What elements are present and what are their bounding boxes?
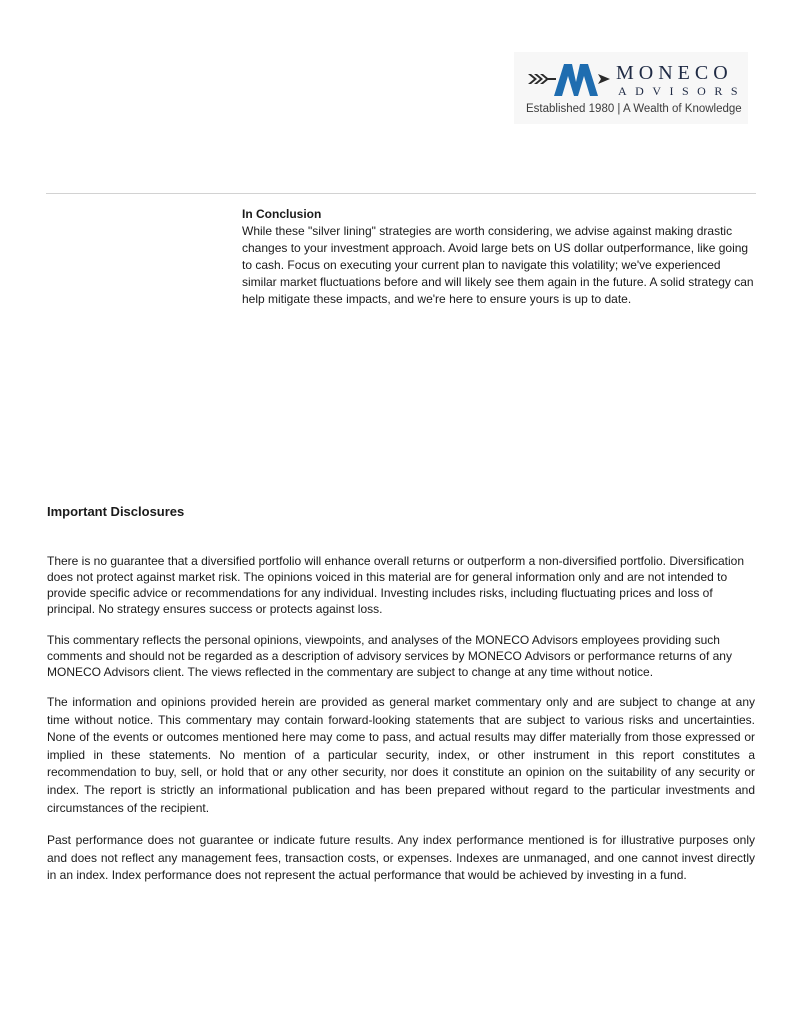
disclosure-paragraph: This commentary reflects the personal opinions, viewpoints, and analyses of the MONECO Advisors employees providing such comments and should not be regarded as a description of advisory services by MONECO Advisors or performance returns of any MONECO Advisors client. The views reflected in the commentary are subject to change at any time without notice. xyxy=(47,633,732,679)
conclusion-section xyxy=(242,206,756,308)
conclusion-body: While these "silver lining" strategies are worth considering, we advise against making drastic changes to your investment approach. Avoid large bets on US dollar outperformance, like going to cash. Focus on executing your current plan to navigate this volatility; we've experienced similar market fluctuations before and will likely see them again in the future. A solid strategy can help mitigate these impacts, and we're here to ensure yours is up to date. xyxy=(242,224,754,306)
conclusion-heading: In Conclusion xyxy=(242,207,322,221)
header-divider xyxy=(46,193,756,194)
arrow-m-logo-icon xyxy=(528,62,614,98)
disclosure-paragraph: The information and opinions provided herein are provided as general market commentary only and are subject to change at any time without notice. This commentary may contain forward-looking statements that are subject to various risks and uncertainties. None of the events or outcomes mentioned here may come to pass, and actual results may differ materially from those expressed or implied in these statements. No mention of a particular security, index, or other instrument in this report constitutes a recommendation to buy, sell, or hold that or any other security, nor does it constitute an opinion on the suitability of any security or index. The report is strictly an informational publication and has been prepared without regard to the particular investments and circumstances of the recipient. xyxy=(47,695,755,815)
moneco-logo xyxy=(514,52,748,124)
brand-name: MONECO xyxy=(616,62,733,84)
disclosure-paragraph: There is no guarantee that a diversified portfolio will enhance overall returns or outperform a non-diversified portfolio. Diversification does not protect against market risk. The opinions voiced in this material are for general information only and are not intended to provide specific advice or recommendations for any individual. Investing includes risks, including fluctuating prices and loss of principal. No strategy ensures success or protects against loss. xyxy=(47,554,745,616)
disclosure-paragraph: Past performance does not guarantee or indicate future results. Any index performance mentioned is for illustrative purposes only and does not reflect any management fees, transaction costs, or expenses. Indexes are unmanaged, and one cannot invest directly in an index. Index performance does not represent the actual performance that would be achieved by investing in a fund. xyxy=(47,833,755,883)
disclosures-title: Important Disclosures xyxy=(47,504,185,519)
brand-tagline: Established 1980 | A Wealth of Knowledge xyxy=(526,103,742,115)
brand-subname: ADVISORS xyxy=(618,84,747,98)
